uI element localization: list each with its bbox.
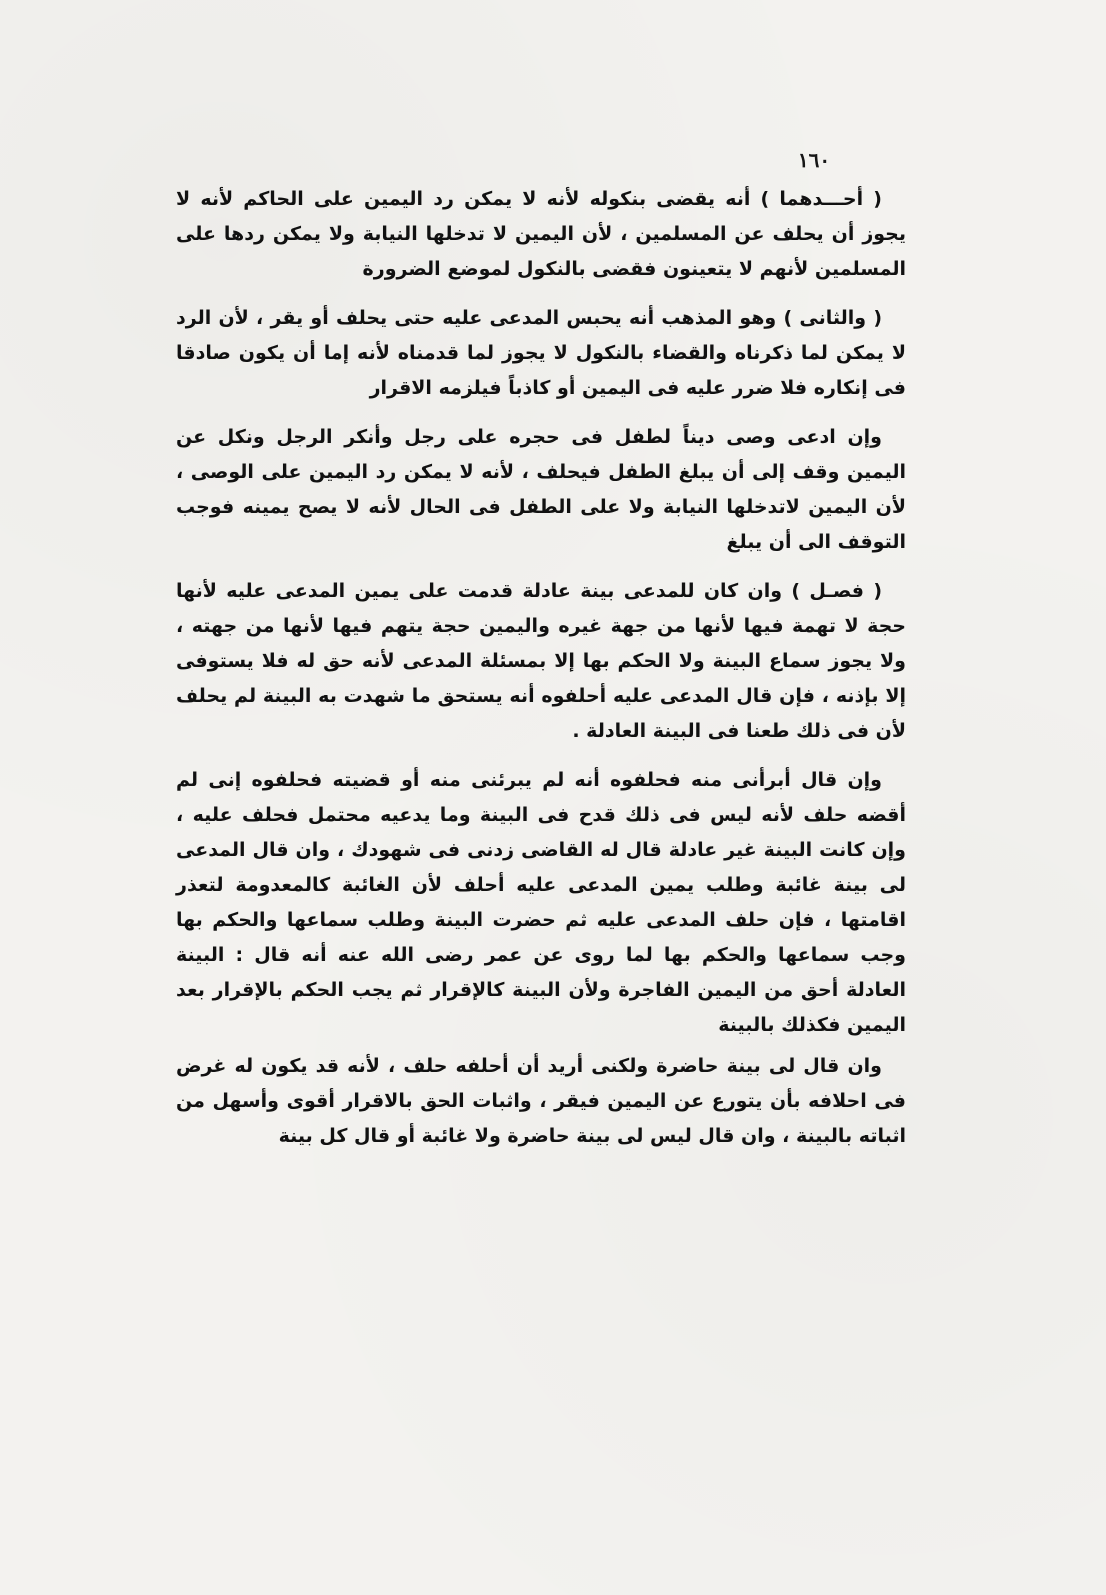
paragraph-6: وان قال لى بينة حاضرة ولكنى أريد أن أحلفه حلف ، لأنه قد يكون له غرض فى احلافه بأن يتورع عن اليمين فيقر ، واثبات الحق بالاقرار أقوى وأسهل من اثباته بالبينة ، وان قال ليس لى بينة حاضرة ولا غائبة أو قال كل بينة: [176, 1055, 906, 1147]
paragraph-3: وإن ادعى وصى ديناً لطفل فى حجره على رجل وأنكر الرجل ونكل عن اليمين وقف إلى أن يبلغ الطفل فيحلف ، لأنه لا يمكن رد اليمين على الوصى ، لأن اليمين لاتدخلها النيابة ولا على الطفل فى الحال لأنه لا يصح يمينه فوجب التوقف الى أن يبلغ: [176, 426, 906, 553]
paragraph-4: ( فصـل ) وان كان للمدعى بينة عادلة قدمت على يمين المدعى عليه لأنها حجة لا تهمة فيها لأنها من جهة غيره واليمين حجة يتهم فيها لأنها من جهته ، ولا يجوز سماع البينة ولا الحكم بها إلا بمسئلة المدعى لأنه حق له فلا يستوفى إلا بإذنه ، فإن قال المدعى عليه أحلفوه أنه يستحق ما شهدت به البينة لم يحلف لأن فى ذلك طعنا فى البينة العادلة .: [176, 580, 906, 742]
paragraph-1: ( أحـــدهما ) أنه يقضى بنكوله لأنه لا يمكن رد اليمين على الحاكم لأنه لا يجوز أن يحلف عن المسلمين ، لأن اليمين لا تدخلها النيابة ولا يمكن ردها على المسلمين لأنهم لا يتعينون فقضى بالنكول لموضع الضرورة: [176, 188, 906, 280]
paragraph-5: وإن قال أبرأنى منه فحلفوه أنه لم يبرئنى منه أو قضيته فحلفوه إنى لم أقضه حلف لأنه ليس فى ذلك قدح فى البينة وما يدعيه محتمل فحلف عليه ، وإن كانت البينة غير عادلة قال له القاضى زدنى فى شهودك ، وان قال المدعى لى بينة غائبة وطلب يمين المدعى عليه أحلف لأن الغائبة كالمعدومة لتعذر اقامتها ، فإن حلف المدعى عليه ثم حضرت البينة وطلب سماعها والحكم بها وجب سماعها والحكم بها لما روى عن عمر رضى الله عنه أنه قال : البينة العادلة أحق من اليمين الفاجرة ولأن البينة كالإقرار ثم يجب الحكم بالإقرار بعد اليمين فكذلك بالبينة: [176, 769, 906, 1036]
page-number: ١٦٠: [797, 148, 831, 172]
body-text: [176, 182, 906, 1168]
paragraph-2: ( والثانى ) وهو المذهب أنه يحبس المدعى عليه حتى يحلف أو يقر ، لأن الرد لا يمكن لما ذكرناه والقضاء بالنكول لا يجوز لما قدمناه لأنه إما أن يكون صادقا فى إنكاره فلا ضرر عليه فى اليمين أو كاذباً فيلزمه الاقرار: [176, 307, 906, 399]
